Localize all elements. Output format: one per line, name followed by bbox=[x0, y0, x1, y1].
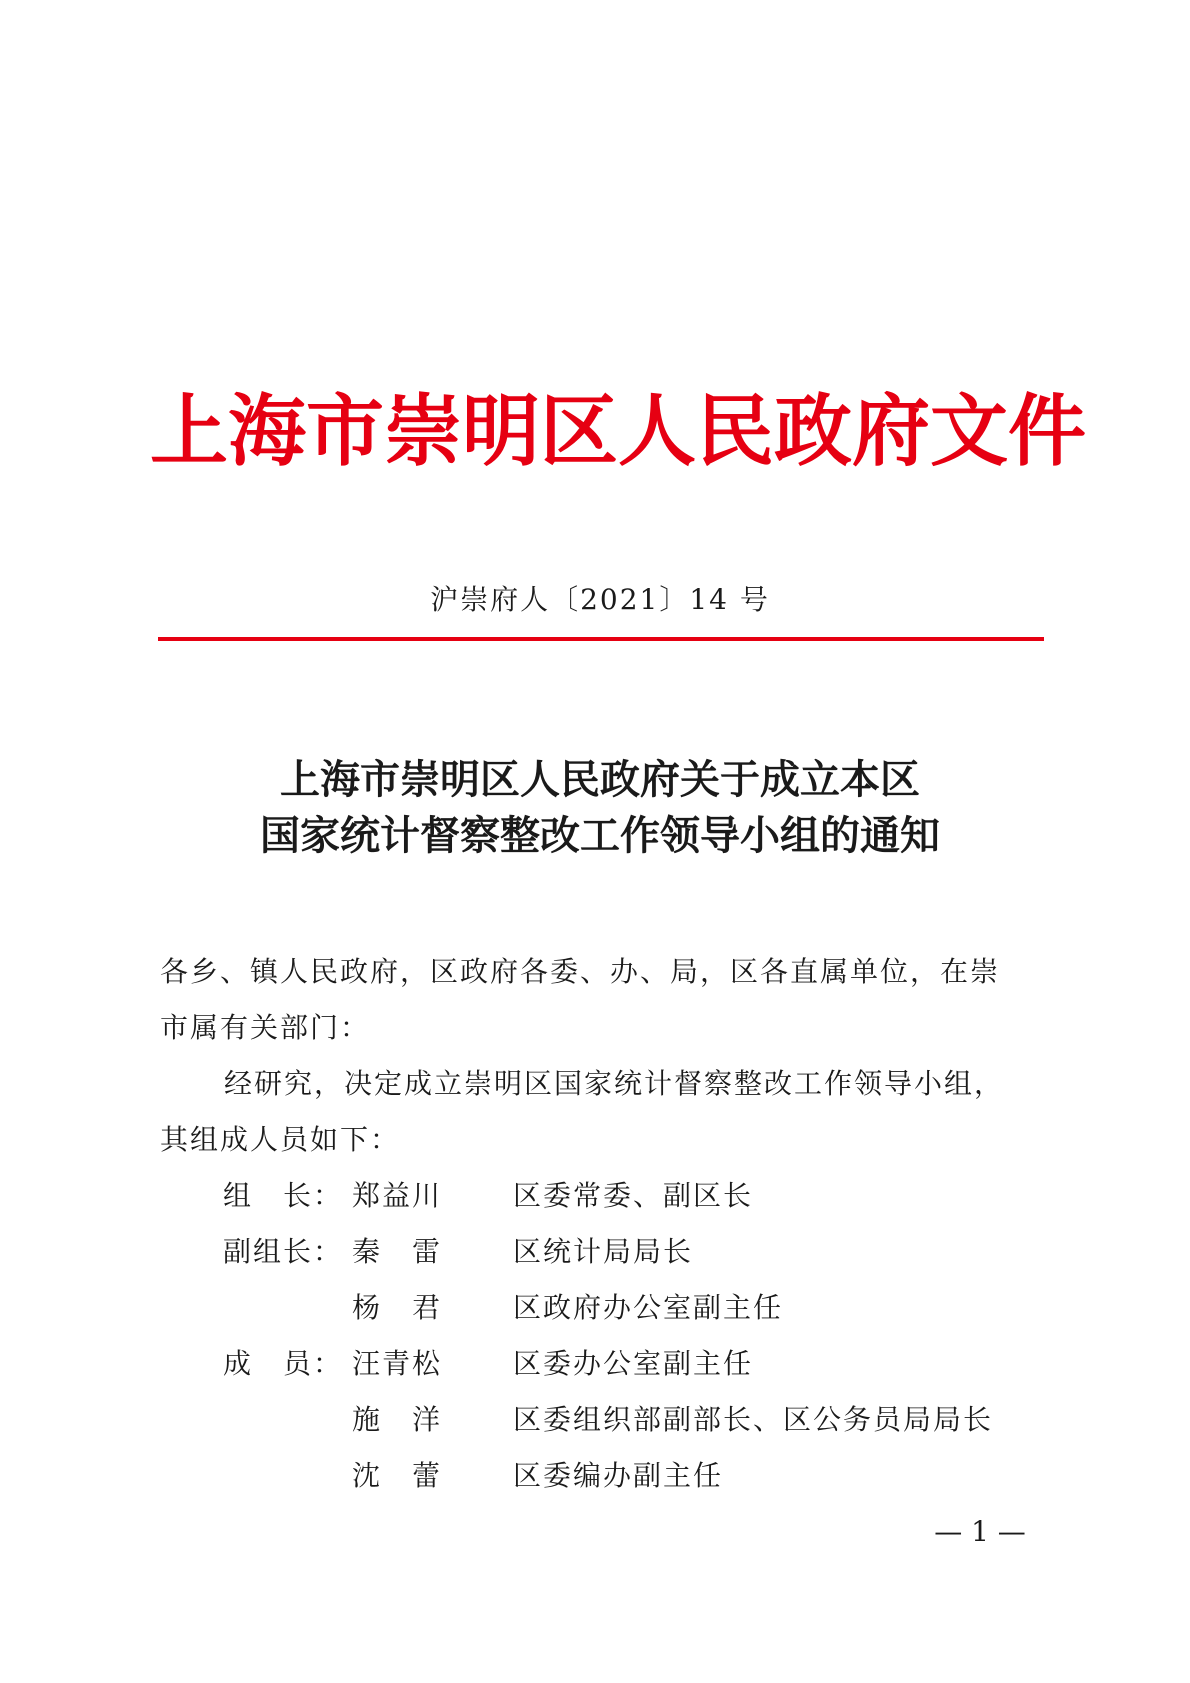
member-row bbox=[0, 1392, 1190, 1448]
member-row bbox=[0, 1280, 1190, 1336]
member-role: 副组长： bbox=[223, 1235, 344, 1268]
member-position: 区委编办副主任 bbox=[513, 1459, 724, 1492]
member-name: 沈 蕾 bbox=[352, 1459, 443, 1492]
member-position: 区委常委、副区长 bbox=[513, 1179, 754, 1212]
member-name: 汪青松 bbox=[352, 1347, 443, 1380]
body-line-2: 其组成人员如下： bbox=[160, 1123, 401, 1156]
document-number: 沪崇府人〔2021〕14 号 bbox=[430, 583, 770, 616]
addressee-line-1: 各乡、镇人民政府，区政府各委、办、局，区各直属单位，在崇 bbox=[160, 955, 1001, 988]
addressee-line-2: 市属有关部门： bbox=[160, 1011, 371, 1044]
notice-title bbox=[150, 752, 1050, 864]
body-line-1: 经研究，决定成立崇明区国家统计督察整改工作领导小组， bbox=[224, 1067, 1005, 1100]
document-header-title: 上海市崇明区人民政府文件 bbox=[150, 386, 1087, 477]
member-position: 区政府办公室副主任 bbox=[513, 1291, 784, 1324]
notice-title-line-2: 国家统计督察整改工作领导小组的通知 bbox=[260, 812, 940, 859]
header-red-divider bbox=[158, 637, 1044, 641]
member-name: 秦 雷 bbox=[352, 1235, 443, 1268]
member-name: 杨 君 bbox=[352, 1291, 443, 1324]
member-position: 区委组织部副部长、区公务员局局长 bbox=[513, 1403, 994, 1436]
member-role: 成 员： bbox=[223, 1347, 344, 1380]
member-position: 区委办公室副主任 bbox=[513, 1347, 754, 1380]
member-role: 组 长： bbox=[223, 1179, 344, 1212]
member-name: 郑益川 bbox=[352, 1179, 443, 1212]
notice-title-line-1: 上海市崇明区人民政府关于成立本区 bbox=[280, 756, 920, 803]
member-row bbox=[0, 1336, 1190, 1392]
member-position: 区统计局局长 bbox=[513, 1235, 694, 1268]
member-row bbox=[0, 1168, 1190, 1224]
page-number: — 1 — bbox=[934, 1515, 1026, 1548]
member-row bbox=[0, 1224, 1190, 1280]
member-name: 施 洋 bbox=[352, 1403, 443, 1436]
member-row bbox=[0, 1448, 1190, 1504]
